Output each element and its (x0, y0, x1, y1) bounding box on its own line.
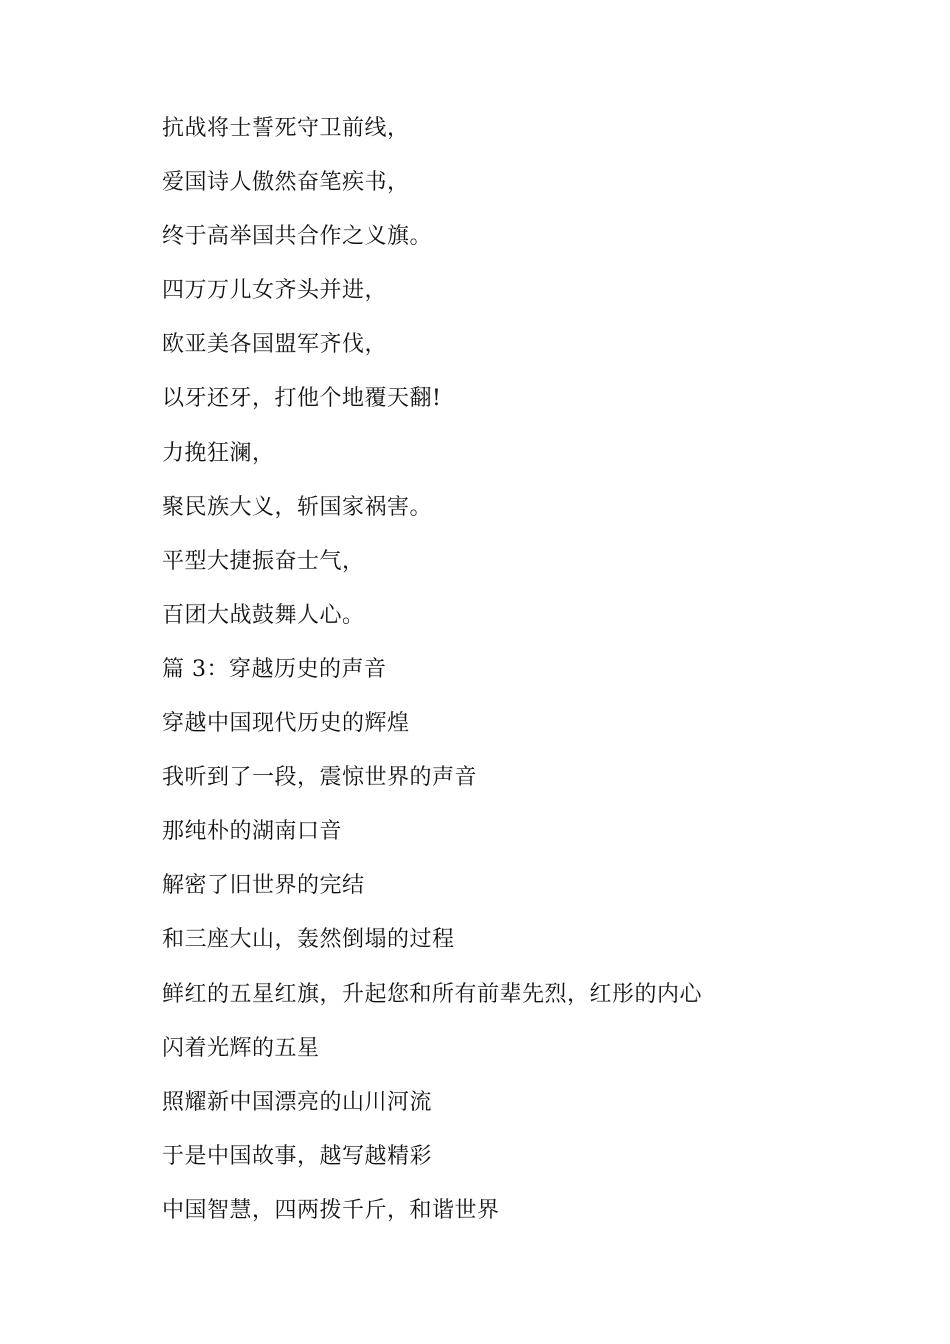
text-line: 穿越中国现代历史的辉煌 (162, 711, 410, 737)
text-line: 终于高举国共合作之义旗。 (162, 224, 433, 250)
text-line: 抗战将士誓死守卫前线， (162, 116, 410, 141)
text-line: 平型大捷振奋士气， (162, 548, 365, 574)
text-line: 力挽狂澜， (162, 440, 275, 466)
text-line: 照耀新中国漂亮的山川河流 (162, 1089, 433, 1115)
section-heading: 篇 3：穿越历史的声音 (162, 656, 387, 682)
text-line: 和三座大山，轰然倒塌的过程 (162, 927, 455, 953)
text-line: 爱国诗人傲然奋笔疾书， (162, 170, 410, 196)
text-line: 欧亚美各国盟军齐伐， (162, 332, 388, 358)
text-line: 以牙还牙，打他个地覆天翻! (162, 386, 442, 412)
text-line: 中国智慧，四两拨千斤，和谐世界 (162, 1197, 500, 1223)
text-line: 闪着光辉的五星 (162, 1035, 320, 1061)
text-line: 于是中国故事，越写越精彩 (162, 1143, 433, 1169)
text-line: 解密了旧世界的完结 (162, 873, 365, 899)
text-line: 鲜红的五星红旗，升起您和所有前辈先烈，红彤的内心 (162, 981, 703, 1007)
text-line: 聚民族大义，斩国家祸害。 (162, 494, 433, 520)
text-line: 那纯朴的湖南口音 (162, 819, 343, 845)
poem-text (162, 112, 882, 1248)
text-line: 百团大战鼓舞人心。 (162, 602, 365, 628)
text-line: 四万万儿女齐头并进， (162, 278, 388, 304)
text-line: 我听到了一段，震惊世界的声音 (162, 765, 478, 791)
